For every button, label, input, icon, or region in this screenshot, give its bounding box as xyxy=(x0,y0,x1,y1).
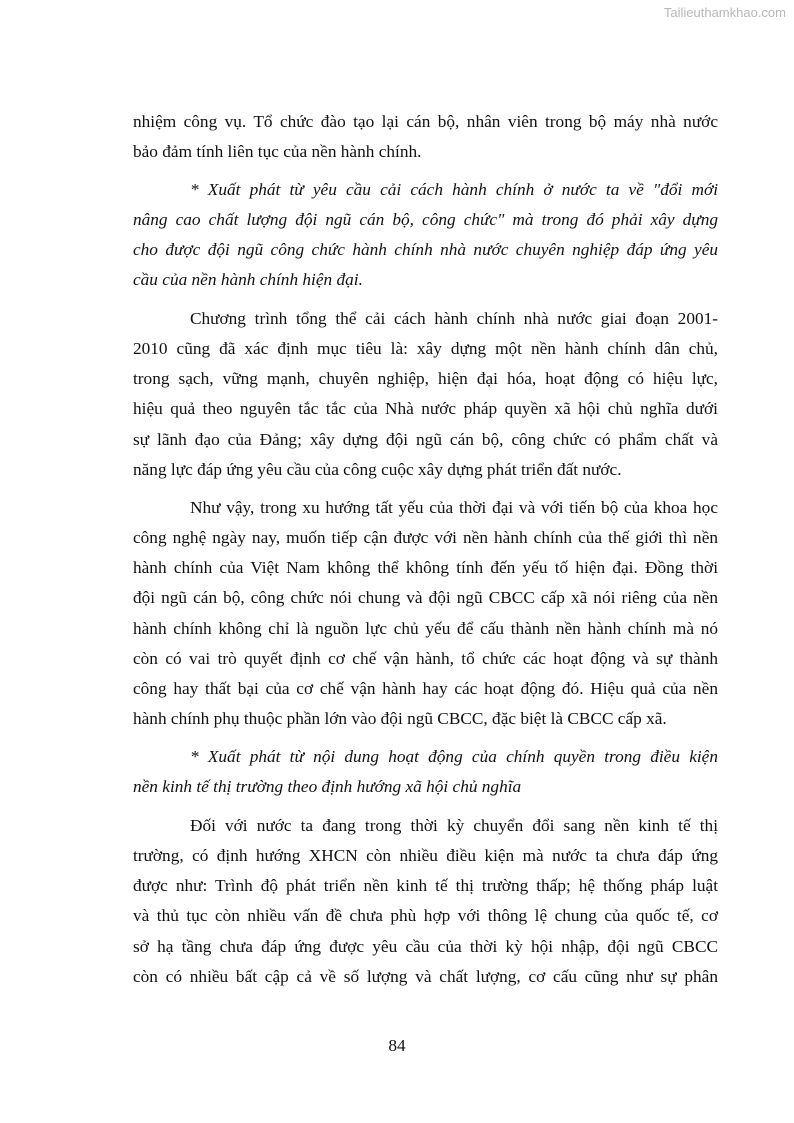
text-line: hành chính của Việt Nam không thể không tính đến yếu tố hiện đại. Đồng thời xyxy=(133,558,718,578)
paragraph-italic-heading xyxy=(133,175,718,296)
paragraph xyxy=(133,493,718,734)
text-line: đội ngũ cán bộ, công chức nói chung và đội ngũ CBCC cấp xã nói riêng của nền xyxy=(133,588,718,608)
text-line: còn có nhiều bất cập cả về số lượng và chất lượng, cơ cấu cũng như sự phân xyxy=(133,966,718,986)
text-line: nâng cao chất lượng đội ngũ cán bộ, công chức" mà trong đó phải xây dựng xyxy=(133,210,718,230)
paragraph xyxy=(133,811,718,992)
text-line: * Xuất phát từ yêu cầu cải cách hành chính ở nước ta về "đổi mới xyxy=(190,180,718,199)
page-number: 84 xyxy=(388,1036,406,1055)
text-line: sở hạ tầng chưa đáp ứng được yêu cầu của thời kỳ hội nhập, đội ngũ CBCC xyxy=(133,936,718,956)
watermark: Tailieuthamkhao.com xyxy=(663,5,786,20)
text-line: hiệu quả theo nguyên tắc tắc của Nhà nước pháp quyền xã hội chủ nghĩa dưới xyxy=(133,399,718,419)
text-line: * Xuất phát từ nội dung hoạt động của chính quyền trong điều kiện xyxy=(190,747,718,766)
text-line: 2010 cũng đã xác định mục tiêu là: xây dựng một nền hành chính dân chủ, xyxy=(133,339,718,359)
text-line: được như: Trình độ phát triển nền kinh tế thị trường thấp; hệ thống pháp luật xyxy=(133,876,718,896)
text-line: nhiệm công vụ. Tổ chức đào tạo lại cán bộ, nhân viên trong bộ máy nhà nước xyxy=(133,112,718,131)
text-line: công nghệ ngày nay, muốn tiếp cận được với nền hành chính của thế giới thì nền xyxy=(133,528,718,548)
paragraph xyxy=(133,304,718,485)
text-line: Chương trình tổng thể cải cách hành chính nhà nước giai đoạn 2001- xyxy=(190,309,718,328)
text-line: cầu của nền hành chính hiện đại. xyxy=(133,270,363,290)
text-line: hành chính không chỉ là nguồn lực chủ yếu để cấu thành nền hành chính mà nó xyxy=(133,618,718,638)
text-line: Đối với nước ta đang trong thời kỳ chuyển đổi sang nền kinh tế thị xyxy=(190,816,718,835)
text-line: trường, có định hướng XHCN còn nhiều điều kiện mà nước ta chưa đáp ứng xyxy=(133,846,718,866)
text-line: trong sạch, vững mạnh, chuyên nghiệp, hiện đại hóa, hoạt động có hiệu lực, xyxy=(133,369,718,389)
text-line: và thủ tục còn nhiều vấn đề chưa phù hợp với thông lệ chung của quốc tế, cơ xyxy=(133,906,718,926)
text-line: nền kinh tế thị trường theo định hướng xã hội chủ nghĩa xyxy=(133,777,522,797)
text-line: năng lực đáp ứng yêu cầu của công cuộc xây dựng phát triển đất nước. xyxy=(133,459,622,479)
text-line: còn có vai trò quyết định cơ chế vận hành, tổ chức các hoạt động và sự thành xyxy=(133,648,718,668)
text-line: Như vậy, trong xu hướng tất yếu của thời đại và với tiến bộ của khoa học xyxy=(190,498,718,517)
paragraph-italic-heading xyxy=(133,742,718,802)
text-line: cho được đội ngũ công chức hành chính nhà nước chuyên nghiệp đáp ứng yêu xyxy=(133,240,718,260)
text-line: công hay thất bại của cơ chế vận hành hay các hoạt động đó. Hiệu quả của nền xyxy=(133,678,718,698)
text-line: bảo đảm tính liên tục của nền hành chính. xyxy=(133,142,422,162)
paragraph xyxy=(133,107,718,167)
text-line: hành chính phụ thuộc phần lớn vào đội ngũ CBCC, đặc biệt là CBCC cấp xã. xyxy=(133,708,667,728)
text-line: sự lãnh đạo của Đảng; xây dựng đội ngũ cán bộ, công chức có phẩm chất và xyxy=(133,429,718,449)
